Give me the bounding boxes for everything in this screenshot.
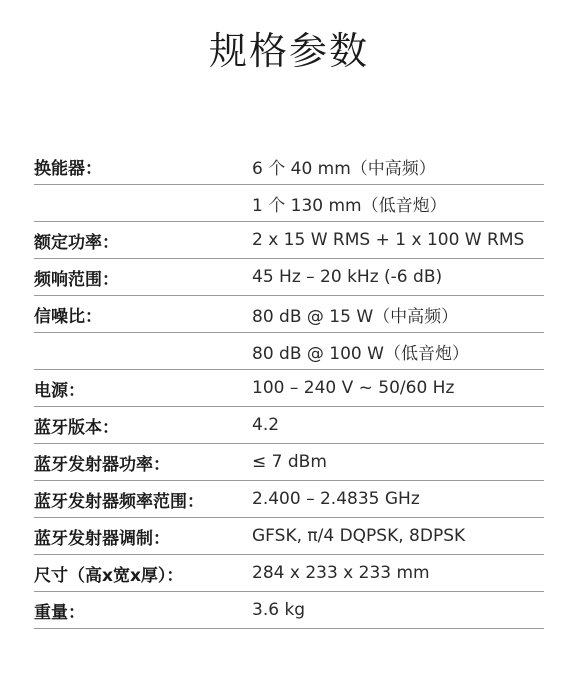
spec-row-snr-sub (34, 333, 544, 370)
spec-value: 6 个 40 mm（中高频） (252, 158, 436, 179)
spec-value: 2 x 15 W RMS + 1 x 100 W RMS (252, 230, 525, 250)
page-title: 规格参数 (208, 29, 369, 73)
spec-row-transducer (34, 148, 544, 185)
spec-label: 重量： (34, 602, 85, 623)
spec-row-power-supply (34, 370, 544, 407)
spec-row-snr (34, 296, 544, 333)
spec-value: ≤ 7 dBm (252, 452, 327, 472)
spec-label: 尺寸（高x宽x厚）： (34, 565, 184, 586)
spec-label: 蓝牙发射器频率范围： (34, 491, 204, 512)
spec-value: 80 dB @ 100 W（低音炮） (252, 343, 469, 364)
spec-row-bluetooth-version (34, 407, 544, 444)
spec-value: 45 Hz – 20 kHz (-6 dB) (252, 267, 443, 287)
spec-row-bluetooth-modulation (34, 518, 544, 555)
spec-label: 电源： (34, 380, 85, 401)
spec-row-bluetooth-frequency-range (34, 481, 544, 518)
spec-value: 80 dB @ 15 W（中高频） (252, 306, 459, 327)
spec-value: 1 个 130 mm（低音炮） (252, 195, 447, 216)
spec-label: 蓝牙发射器功率： (34, 454, 170, 475)
spec-label: 蓝牙版本： (34, 417, 119, 438)
spec-row-weight (34, 592, 544, 629)
spec-label: 频响范围： (34, 269, 119, 290)
spec-value: 284 x 233 x 233 mm (252, 563, 430, 583)
spec-label: 蓝牙发射器调制： (34, 528, 170, 549)
spec-value: 4.2 (252, 415, 280, 435)
spec-value: 3.6 kg (252, 600, 306, 620)
spec-row-frequency-response (34, 259, 544, 296)
spec-table (34, 148, 544, 629)
spec-row-transducer-sub (34, 185, 544, 222)
spec-label: 信噪比： (34, 306, 102, 327)
spec-label: 额定功率： (34, 232, 119, 253)
spec-label: 换能器： (34, 158, 102, 179)
spec-value: 100 – 240 V ~ 50/60 Hz (252, 378, 455, 398)
spec-row-rated-power (34, 222, 544, 259)
spec-row-bluetooth-transmitter-power (34, 444, 544, 481)
spec-value: GFSK, π/4 DQPSK, 8DPSK (252, 526, 466, 546)
spec-value: 2.400 – 2.4835 GHz (252, 489, 420, 509)
spec-row-dimensions (34, 555, 544, 592)
